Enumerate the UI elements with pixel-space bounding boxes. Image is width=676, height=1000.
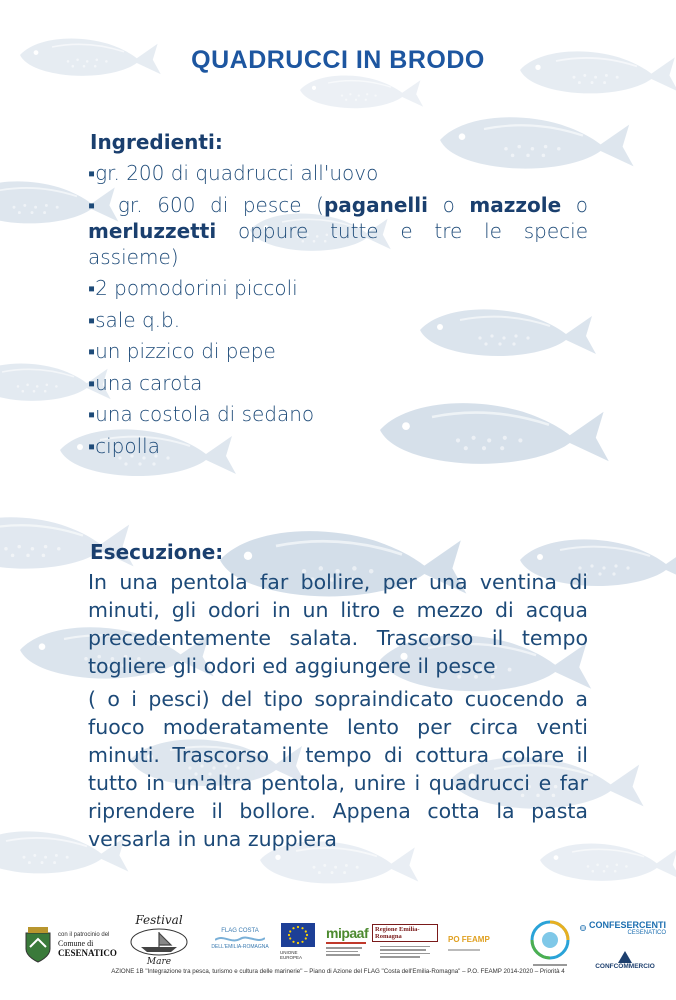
ingredient-item: ▪una carota <box>88 370 203 395</box>
ingredients-heading: Ingredienti: <box>90 130 223 154</box>
ingredient-text: o <box>427 192 470 217</box>
execution-text <box>88 568 588 858</box>
mipaaf-logo: mipaaf <box>326 919 370 963</box>
ingredient-text: o <box>561 192 589 217</box>
fish-name-bold: paganelli <box>323 192 428 217</box>
ingredient-item: ▪sale q.b. <box>88 307 181 332</box>
ingredient-text: un pizzico di pepe <box>95 339 276 363</box>
comune-text: con il patrocinio del Comune di CESENATICO <box>58 932 117 958</box>
execution-paragraph: In una pentola far bollire, per una ventina di minuti, gli odori in un litro e mezzo di acqua precedentemente salata. Trascorso il tempo togliere gli odori ed aggiungere il pesce <box>88 570 588 678</box>
ingredient-text: una carota <box>95 370 203 395</box>
ingredient-item: ▪ gr. 600 di pesce (paganelli o mazzole o merluzzetti oppure tutte e tre le specie assieme) <box>88 192 589 269</box>
confesercenti-text: CONFESERCENTI CESENATICO <box>588 920 666 936</box>
ingredient-text: gr. 600 di pesce ( <box>117 192 324 217</box>
ingredient-text: sale q.b. <box>95 307 181 332</box>
eu-logo: UNIONE EUROPEA <box>280 921 316 961</box>
flag-logo: FLAG COSTA DELL'EMILIA-ROMAGNA <box>211 928 269 950</box>
execution-heading: Esecuzione: <box>90 540 224 564</box>
ingredient-text: 2 pomodorini piccoli <box>95 276 298 300</box>
ingredient-item: ▪cipolla <box>88 433 160 458</box>
ingredient-text: una costola di sedano <box>95 402 315 426</box>
page-title: QUADRUCCI IN BRODO <box>191 46 485 74</box>
confcommercio-logo: CONFCOMMERCIO <box>590 945 660 975</box>
ingredient-text: oppure tutte e tre le specie assieme) <box>88 218 588 269</box>
execution-paragraph: ( o i pesci) del tipo sopraindicato cuocendo a fuoco moderatamente lento per circa venti minuti. Trascorso il tempo di cottura colare il tutto in un'altra pentola, unire i quadrucci e far riprendere il bollore. Appena cotta la pasta versarla in una zuppiera <box>88 687 588 851</box>
fish-name-bold: mazzole <box>469 192 562 217</box>
ingredient-item: ▪2 pomodorini piccoli <box>88 276 298 300</box>
ingredient-list <box>88 160 588 464</box>
festival-logo: Festival Mare <box>118 909 200 971</box>
ingredient-text: cipolla <box>95 433 160 458</box>
po-feamp-logo: PO FEAMP <box>448 929 504 957</box>
ingredient-text: gr. 200 di quadrucci all'uovo <box>95 161 379 185</box>
footnote: AZIONE 1B "Integrazione tra pesca, turismo e cultura delle marinerie" – Piano di Azione del FLAG "Costa dell'Emilia-Romagna" – P.O. FEAMP 2014-2020 – Priorità 4 <box>111 968 565 975</box>
ingredient-item: ▪un pizzico di pepe <box>88 339 276 363</box>
ingredient-item: ▪gr. 200 di quadrucci all'uovo <box>88 161 379 185</box>
regione-logo: Regione Emilia-Romagna <box>372 919 438 963</box>
fish-name-bold: merluzzetti <box>88 218 217 243</box>
ingredient-item: ▪una costola di sedano <box>88 402 315 426</box>
